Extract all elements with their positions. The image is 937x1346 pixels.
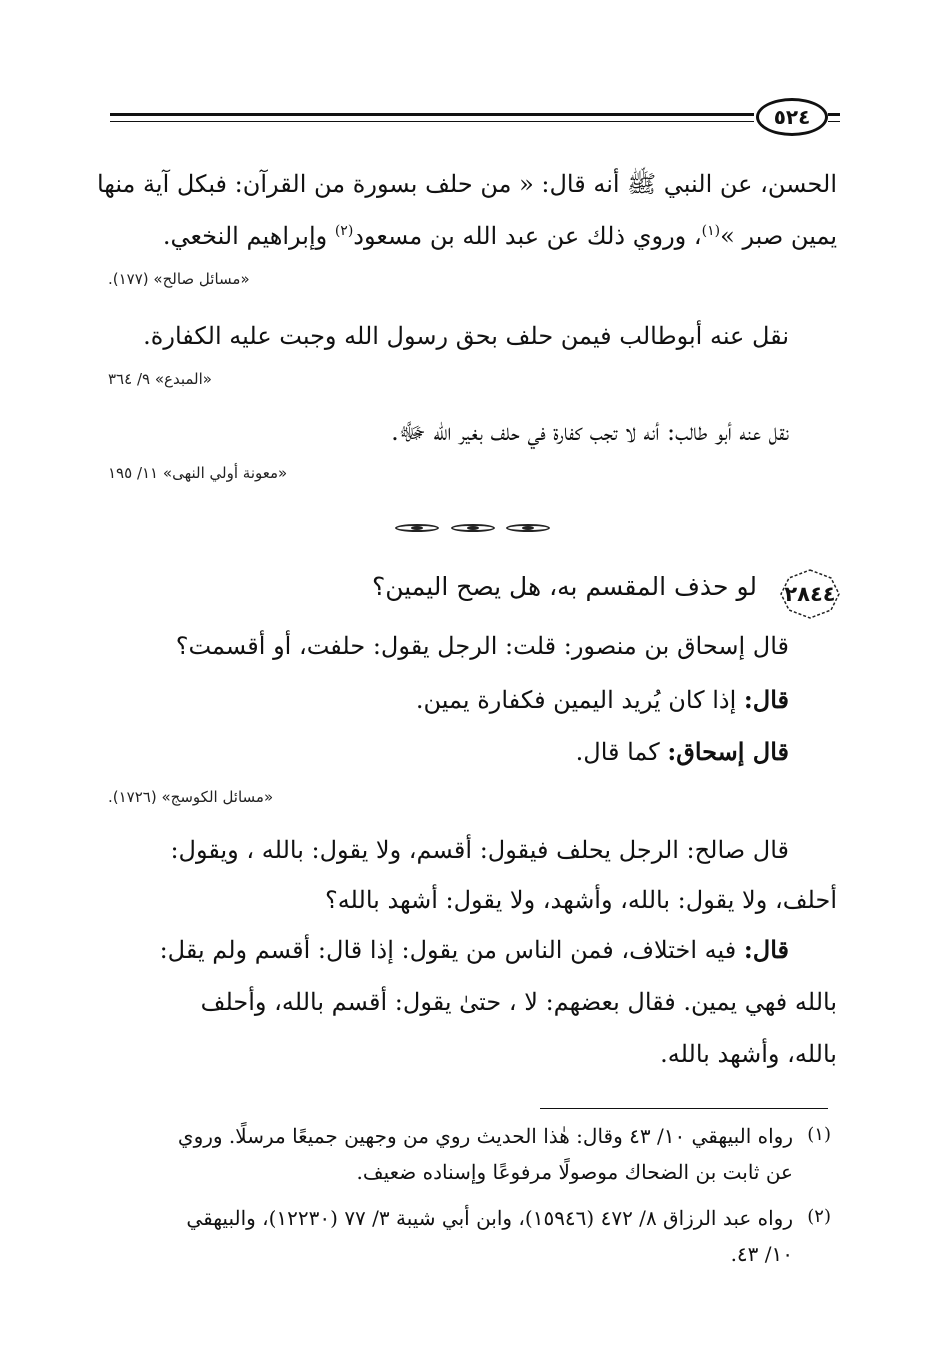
- issue-line-3: [100, 738, 789, 767]
- ornament-piece: [451, 524, 495, 532]
- footnote-mark-1: (١): [701, 223, 721, 239]
- ornament-piece: [395, 524, 439, 532]
- source-ref-3: «معونة أولي النهى» ١١/ ١٩٥: [108, 464, 288, 482]
- issue-line-2: [100, 686, 789, 715]
- section-divider-ornament: [395, 520, 550, 536]
- paragraph-3: نقل عنه أبو طالب: أنه لا تجب كفارة في حلف بغير الله ﷻ.: [391, 418, 789, 446]
- paragraph-5-line-2: بالله فهي يمين. فقال بعضهم: لا ، حتىٰ يقول: أقسم بالله، وأحلف: [200, 988, 837, 1016]
- source-ref-1: «مسائل صالح» (١٧٧).: [108, 270, 250, 288]
- paragraph-5-line-1: [100, 936, 789, 965]
- footnote-1-line-1: [104, 1124, 831, 1148]
- text-line-2-part-a: يمين صبر »: [720, 222, 837, 250]
- source-ref-4: «مسائل الكوسج» (١٧٢٦).: [108, 788, 274, 806]
- paragraph-4-line-2: أحلف، ولا يقول: بالله، وأشهد، ولا يقول: أشهد بالله؟: [324, 886, 837, 914]
- issue-number-badge: [779, 568, 841, 620]
- speaker-label: قال:: [743, 685, 789, 714]
- header-rule-thick: [110, 113, 754, 116]
- speaker-label: قال:: [743, 935, 789, 964]
- paragraph-5-line-3: بالله، وأشهد بالله.: [660, 1040, 837, 1068]
- ornament-piece: [506, 524, 550, 532]
- issue-line-1: قال إسحاق بن منصور: قلت: الرجل يقول: حلفت، أو أقسمت؟: [175, 632, 789, 660]
- footnote-1-number: (١): [807, 1124, 831, 1145]
- footnote-1-text: رواه البيهقي ١٠/ ٤٣ وقال: هٰذا الحديث روي من وجهين جميعًا مرسلًا. وروي: [177, 1124, 793, 1148]
- header-rule-tail: [828, 113, 840, 116]
- issue-number: ٢٨٤٤: [784, 582, 836, 606]
- page-number: ٥٢٤: [773, 105, 811, 129]
- text-line-2-part-c: وإبراهيم النخعي.: [162, 222, 335, 250]
- header-rule-tail-thin: [828, 121, 840, 122]
- paragraph-5-text: فيه اختلاف، فمن الناس من يقول: إذا قال: أقسم ولم يقل:: [159, 936, 737, 964]
- footnote-mark-2: (٢): [334, 223, 354, 239]
- footnote-2-text: رواه عبد الرزاق ٨/ ٤٧٢ (١٥٩٤٦)، وابن أبي شيبة ٣/ ٧٧ (١٢٢٣٠)، والبيهقي: [186, 1206, 793, 1230]
- speaker-label: قال إسحاق:: [667, 737, 789, 766]
- footnote-2-line-2: ١٠/ ٤٣.: [730, 1242, 793, 1266]
- issue-answer: كما قال.: [575, 738, 660, 766]
- header-rule-thin: [110, 121, 754, 122]
- text-line-2: [104, 222, 837, 251]
- issue-answer: إذا كان يُريد اليمين فكفارة يمين.: [415, 686, 737, 714]
- footnote-2-number: (٢): [807, 1206, 831, 1227]
- page-number-badge: [756, 98, 828, 136]
- footnote-1-line-2: عن ثابت بن الضحاك موصولًا مرفوعًا وإسناده ضعيف.: [356, 1160, 793, 1184]
- page-header: [110, 98, 840, 138]
- footnote-separator: [540, 1108, 828, 1109]
- text-line-1: الحسن، عن النبي ﷺ أنه قال: « من حلف بسورة من القرآن: فبكل آية منها: [96, 170, 837, 198]
- text-line-2-part-b: ، وروي ذلك عن عبد الله بن مسعود: [353, 222, 702, 250]
- source-ref-2: «المبدع» ٩/ ٣٦٤: [108, 370, 212, 388]
- issue-title: لو حذف المقسم به، هل يصح اليمين؟: [371, 572, 757, 601]
- paragraph-4-line-1: قال صالح: الرجل يحلف فيقول: أقسم، ولا يقول: بالله ، ويقول:: [170, 836, 789, 864]
- paragraph-2: نقل عنه أبوطالب فيمن حلف بحق رسول الله وجبت عليه الكفارة.: [143, 322, 789, 350]
- footnote-2-line-1: [104, 1206, 831, 1230]
